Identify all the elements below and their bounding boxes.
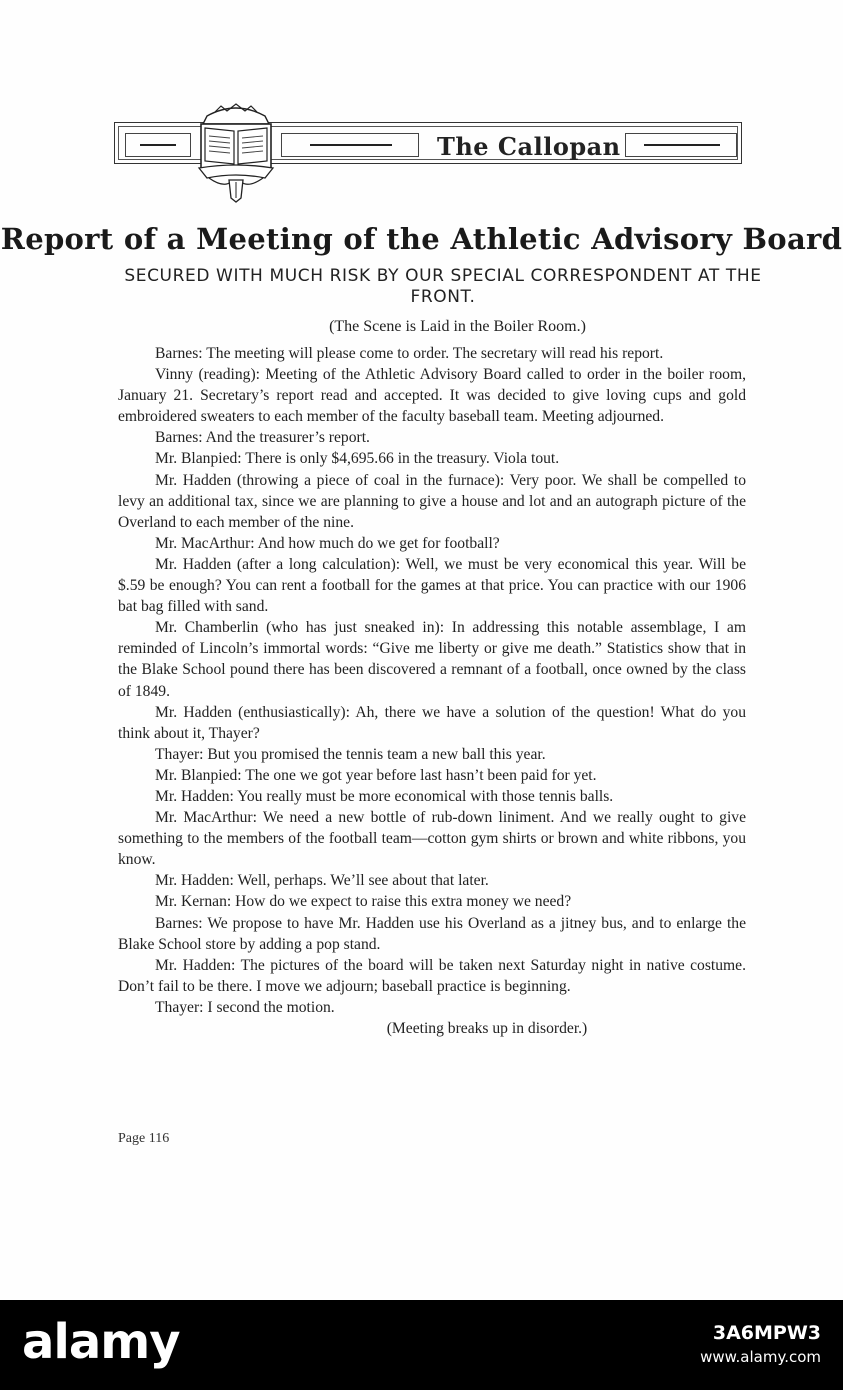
banner-segment-left <box>125 133 191 157</box>
article-subtitle: SECURED WITH MUCH RISK BY OUR SPECIAL CORRESPONDENT AT THE FRONT. <box>124 266 762 307</box>
scene-direction: (The Scene is Laid in the Boiler Room.) <box>329 318 586 335</box>
paragraph: Mr. Blanpied: There is only $4,695.66 in the treasury. Viola tout. <box>155 450 560 468</box>
paragraph: Mr. Hadden: The pictures of the board will be taken next Saturday night in native costume. Don’t fail to be there. I move we adjourn; baseball practice is beginning. <box>118 956 746 995</box>
watermark-footer <box>0 1300 843 1390</box>
paragraph: Mr. Hadden: Well, perhaps. We’ll see about that later. <box>155 872 489 890</box>
paragraph: Mr. Hadden (after a long calculation): Well, we must be very economical this year. Will be $.59 be enough? You can rent a football for the games at that price. You can practice with our 1906 bat bag filled with sand. <box>118 555 746 616</box>
paragraph: Barnes: We propose to have Mr. Hadden use his Overland as a jitney bus, and to enlarge the Blake School store by adding a pop stand. <box>118 914 746 953</box>
paragraph: Mr. Hadden (throwing a piece of coal in the furnace): Very poor. We shall be compelled to levy an additional tax, since we are planning to give a house and lot and an autograph picture of the Overland to each member of the nine. <box>118 471 746 531</box>
article-title: Report of a Meeting of the Athletic Advisory Board <box>0 222 843 256</box>
watermark-url: www.alamy.com <box>700 1348 821 1366</box>
paragraph: Thayer: But you promised the tennis team a new ball this year. <box>155 745 546 763</box>
paragraph: Mr. Hadden: You really must be more economical with those tennis balls. <box>155 787 614 805</box>
banner-dash <box>644 144 720 146</box>
paragraph: Vinny (reading): Meeting of the Athletic Advisory Board called to order in the boiler room, January 21. Secretary’s report read and accepted. It was decided to give loving cups and gold embroidered sweaters to each member of the faculty baseball team. Meeting adjourned. <box>118 366 746 426</box>
paragraph: Thayer: I second the motion. <box>155 998 335 1016</box>
image-code: 3A6MPW3 <box>712 1322 821 1344</box>
paragraph: Mr. MacArthur: We need a new bottle of rub-down liniment. And we really ought to give something to the members of the football team—cotton gym shirts or brown and white ribbons, you know. <box>118 809 746 869</box>
banner-dash <box>140 144 176 146</box>
paragraph: Mr. Chamberlin (who has just sneaked in): In addressing this notable assemblage, I am reminded of Lincoln’s immortal words: “Give me liberty or give me death.” Statistics show that in the Blake School pound there has been discovered a remnant of a football, once owned by the class of 1849. <box>118 619 746 700</box>
paragraph: Mr. Kernan: How do we expect to raise this extra money we need? <box>155 893 572 911</box>
paragraph: Barnes: And the treasurer’s report. <box>155 429 370 447</box>
paragraph: Mr. Blanpied: The one we got year before last hasn’t been paid for yet. <box>155 766 597 784</box>
banner-dash <box>310 144 392 146</box>
alamy-logo: alamy <box>22 1314 180 1370</box>
article-body <box>118 343 746 1039</box>
banner-segment-right <box>625 133 737 157</box>
open-book-emblem-icon <box>195 102 277 204</box>
paragraph: Mr. Hadden (enthusiastically): Ah, there we have a solution of the question! What do you think about it, Thayer? <box>118 703 746 742</box>
banner-title: The Callopan <box>437 132 621 161</box>
paragraph: Barnes: The meeting will please come to order. The secretary will read his report. <box>155 345 664 362</box>
paragraph: Mr. MacArthur: And how much do we get for football? <box>155 534 500 552</box>
closing-stage-direction: (Meeting breaks up in disorder.) <box>386 1020 588 1037</box>
banner-segment-middle <box>281 133 419 157</box>
page-number: Page 116 <box>118 1131 170 1146</box>
